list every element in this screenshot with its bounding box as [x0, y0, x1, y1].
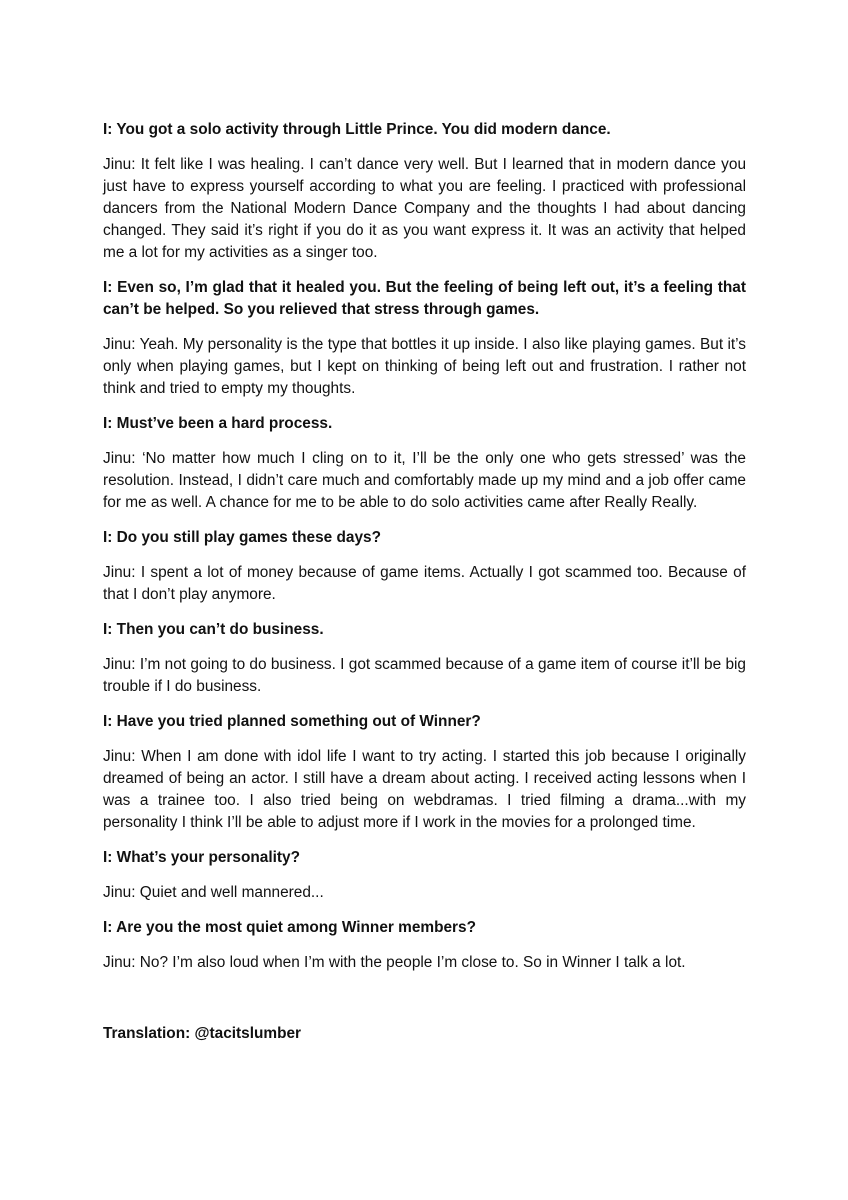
- interview-answer: Jinu: Yeah. My personality is the type that bottles it up inside. I also like playing games. But it’s only when playing games, but I kept on thinking of being left out and frustration. I rather not think and tried to empty my thoughts.: [103, 336, 746, 397]
- interview-question: I: Have you tried planned something out of Winner?: [103, 713, 481, 730]
- interview-answer: Jinu: I’m not going to do business. I got scammed because of a game item of course it’ll be big trouble if I do business.: [103, 656, 746, 695]
- interview-question: I: Are you the most quiet among Winner members?: [103, 919, 476, 936]
- interview-question: I: Must’ve been a hard process.: [103, 415, 333, 432]
- interview-answer: Jinu: ‘No matter how much I cling on to it, I’ll be the only one who gets stressed’ was the resolution. Instead, I didn’t care much and comfortably made up my mind and a job offer came for me as well. A chance for me to be able to do solo activities came after Really Really.: [103, 450, 746, 511]
- interview-answer: Jinu: No? I’m also loud when I’m with the people I’m close to. So in Winner I talk a lot.: [103, 954, 686, 971]
- interview-answer: Jinu: When I am done with idol life I want to try acting. I started this job because I originally dreamed of being an actor. I still have a dream about acting. I received acting lessons when I was a trainee too. I also tried being on webdramas. I tried filming a drama...with my personality I think I’ll be able to adjust more if I work in the movies for a prolonged time.: [103, 748, 746, 831]
- interview-question: I: Even so, I’m glad that it healed you. But the feeling of being left out, it’s a feeling that can’t be helped. So you relieved that stress through games.: [103, 279, 746, 318]
- interview-answer: Jinu: Quiet and well mannered...: [103, 884, 324, 901]
- interview-answer: Jinu: I spent a lot of money because of game items. Actually I got scammed too. Because of that I don’t play anymore.: [103, 564, 746, 603]
- interview-question: I: Then you can’t do business.: [103, 621, 324, 638]
- translation-credit: Translation: @tacitslumber: [103, 1025, 302, 1042]
- interview-question: I: Do you still play games these days?: [103, 529, 381, 546]
- interview-question: I: You got a solo activity through Little Prince. You did modern dance.: [103, 121, 611, 138]
- interview-answer: Jinu: It felt like I was healing. I can’t dance very well. But I learned that in modern dance you just have to express yourself according to what you are feeling. I practiced with professional dancers from the National Modern Dance Company and the thoughts I had about dancing changed. They said it’s right if you do it as you want express it. It was an activity that helped me a lot for my activities as a singer too.: [103, 156, 746, 261]
- document-page: [103, 119, 746, 1058]
- interview-question: I: What’s your personality?: [103, 849, 300, 866]
